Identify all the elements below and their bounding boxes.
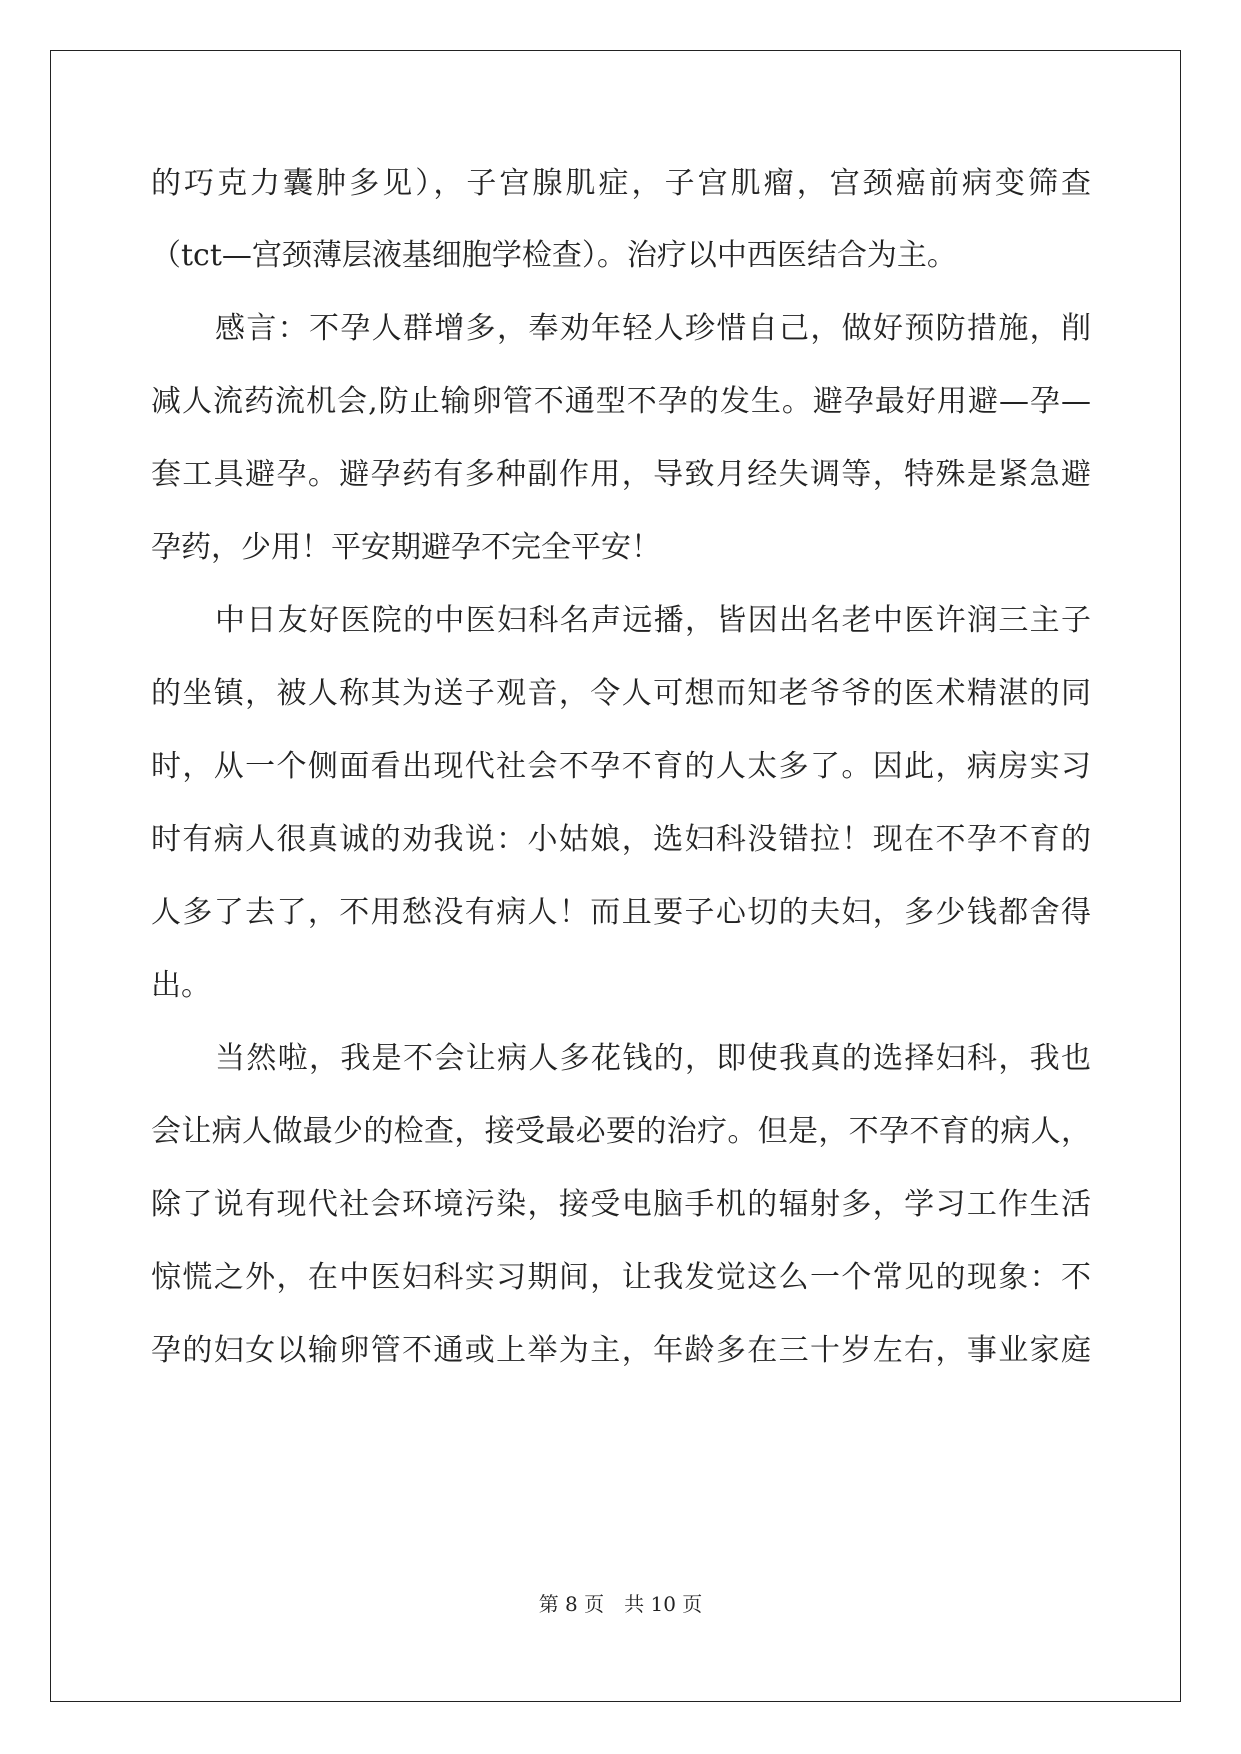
text-line: 出。 <box>151 968 211 1003</box>
text-line: 减人流药流机会,防止输卵管不通型不孕的发生。避孕最好用避—孕— <box>151 384 1091 419</box>
page-border <box>50 50 1181 1702</box>
text-line: 除了说有现代社会环境污染，接受电脑手机的辐射多，学习工作生活 <box>151 1187 1091 1222</box>
text-line: 会让病人做最少的检查，接受最必要的治疗。但是，不孕不育的病人， <box>151 1114 1091 1149</box>
text-line: 的巧克力囊肿多见），子宫腺肌症，子宫肌瘤，宫颈癌前病变筛查 <box>151 166 1091 201</box>
text-line: 中日友好医院的中医妇科名声远播，皆因出名老中医许润三主子 <box>215 603 1091 638</box>
page-number: 第 8 页 共 10 页 <box>538 1592 703 1616</box>
text-line: 感言：不孕人群增多，奉劝年轻人珍惜自己，做好预防措施，削 <box>215 311 1091 346</box>
text-line: 孕的妇女以输卵管不通或上举为主，年龄多在三十岁左右，事业家庭 <box>151 1333 1091 1368</box>
text-line: 惊慌之外，在中医妇科实习期间，让我发觉这么一个常见的现象：不 <box>151 1260 1091 1295</box>
text-line: 当然啦，我是不会让病人多花钱的，即使我真的选择妇科，我也 <box>215 1041 1091 1076</box>
text-line: 人多了去了，不用愁没有病人！而且要子心切的夫妇，多少钱都舍得 <box>151 895 1091 930</box>
text-line: 时，从一个侧面看出现代社会不孕不育的人太多了。因此，病房实习 <box>151 749 1091 784</box>
text-line: 的坐镇，被人称其为送子观音，令人可想而知老爷爷的医术精湛的同 <box>151 676 1091 711</box>
text-line: （tct—宫颈薄层液基细胞学检查）。治疗以中西医结合为主。 <box>151 238 957 273</box>
text-line: 时有病人很真诚的劝我说：小姑娘，选妇科没错拉！现在不孕不育的 <box>151 822 1091 857</box>
text-line: 孕药，少用！平安期避孕不完全平安！ <box>151 530 661 565</box>
text-line: 套工具避孕。避孕药有多种副作用，导致月经失调等，特殊是紧急避 <box>151 457 1091 492</box>
